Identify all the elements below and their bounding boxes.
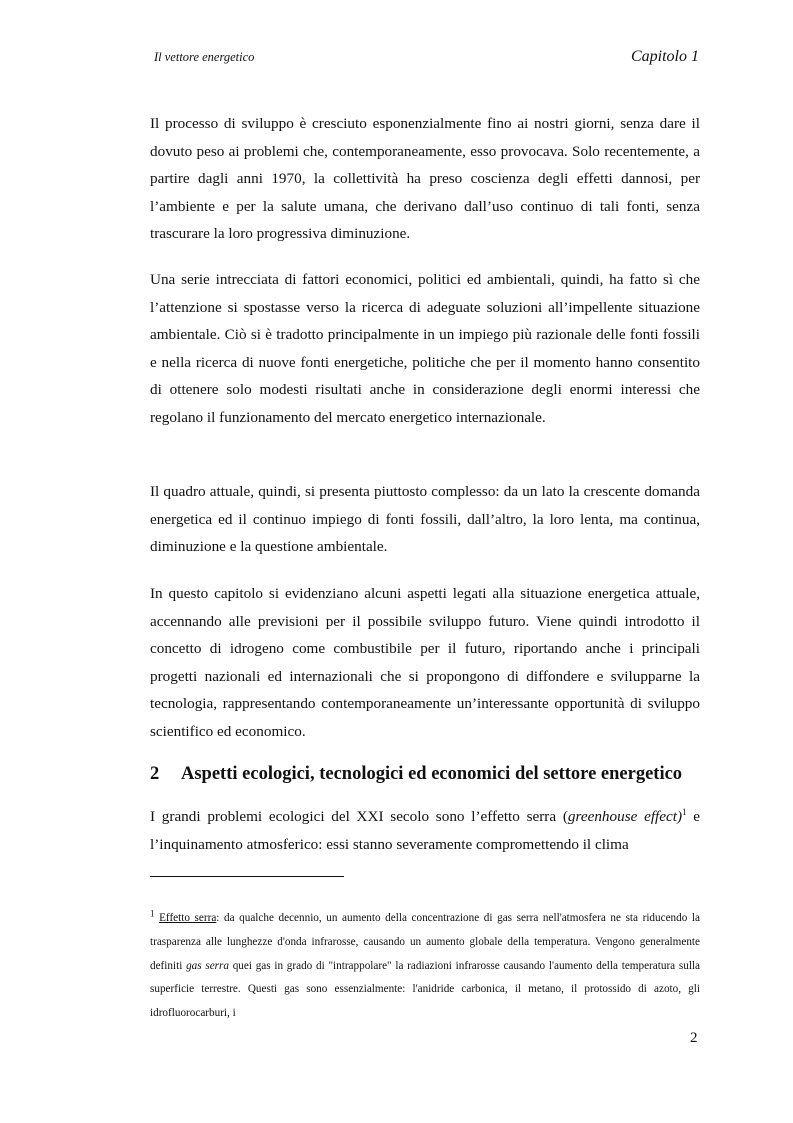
page-number: 2 (690, 1030, 698, 1046)
section-paragraph-text-start: I grandi problemi ecologici del XXI secolo sono l’effetto serra ( (150, 808, 568, 825)
header-chapter-number: Capitolo 1 (630, 48, 699, 65)
section-paragraph-text-end: e l’inquinamento atmosferico: essi stanno severamente compromettendo il clima (150, 808, 701, 853)
footnote-text-a: : da qualche decennio, un aumento della concentrazione di gas serra nell'atmosfera ne sta riducendo la trasparenza alle lunghezze d'onda infrarosse, causando un aumento globale della temperatura. Vengono generalmente definiti (150, 912, 700, 972)
running-header (152, 48, 699, 72)
header-chapter-title: Il vettore energetico (154, 50, 255, 64)
paragraph-4: In questo capitolo si evidenziano alcuni aspetti legati alla situazione energetica attuale, accennando alle previsioni per il possibile sviluppo futuro. Viene quindi introdotto il concetto di idrogeno come combustibile per il futuro, riportando anche i principali progetti nazionali ed internazionali che si propongono di diffondere e svilupparne la tecnologia, rappresentando contemporaneamente un’interessante opportunità di sviluppo scientifico ed economico. (150, 585, 700, 740)
section-paragraph (150, 803, 700, 858)
section-paragraph-italic-term: greenhouse effect) (567, 808, 683, 825)
paragraph-2: Una serie intrecciata di fattori economici, politici ed ambientali, quindi, ha fatto sì che l’attenzione si spostasse verso la ricerca di adeguate soluzioni all’impellente situazione ambientale. Ciò si è tradotto principalmente in un impiego più razionale delle fonti fossili e nella ricerca di nuove fonti energetiche, politiche che per il momento hanno consentito di ottenere solo modesti risultati anche in considerazione degli enormi interessi che regolano il funzionamento del mercato energetico internazionale. (150, 271, 700, 426)
footnote-reference[interactable]: 1 (682, 806, 687, 817)
section-title: Aspetti ecologici, tecnologici ed economici del settore energetico (181, 764, 683, 784)
paragraph-3: Il quadro attuale, quindi, si presenta piuttosto complesso: da un lato la crescente domanda energetica ed il continuo impiego di fonti fossili, dall’altro, la loro lenta, ma continua, diminuzione e la questione ambientale. (150, 483, 700, 556)
paragraph-1: Il processo di sviluppo è cresciuto esponenzialmente fino ai nostri giorni, senza dare il dovuto peso ai problemi che, contemporaneamente, esso provocava. Solo recentemente, a partire dagli anni 1970, la collettività ha preso coscienza degli effetti dannosi, per l’ambiente e per la salute umana, che derivano dall’uso continuo di tali fonti, senza trascurare la loro progressiva diminuzione. (150, 115, 700, 243)
footnote-text-b: quei gas in grado di "intrappolare" la radiazioni infrarosse causando l'aumento della temperatura sulla superficie terrestre. Questi gas sono essenzialmente: l'anidride carbonica, il metano, il protossido di azoto, gli idrofluorocarburi, i (150, 959, 700, 1020)
footnote-italic-term: gas serra (186, 959, 229, 972)
footnote-1 (150, 907, 700, 1026)
footnote-separator (150, 876, 344, 877)
section-heading (150, 764, 710, 785)
section-number: 2 (150, 764, 160, 784)
footnote-term: Effetto serra (159, 912, 217, 924)
footnote-marker: 1 (150, 908, 155, 919)
